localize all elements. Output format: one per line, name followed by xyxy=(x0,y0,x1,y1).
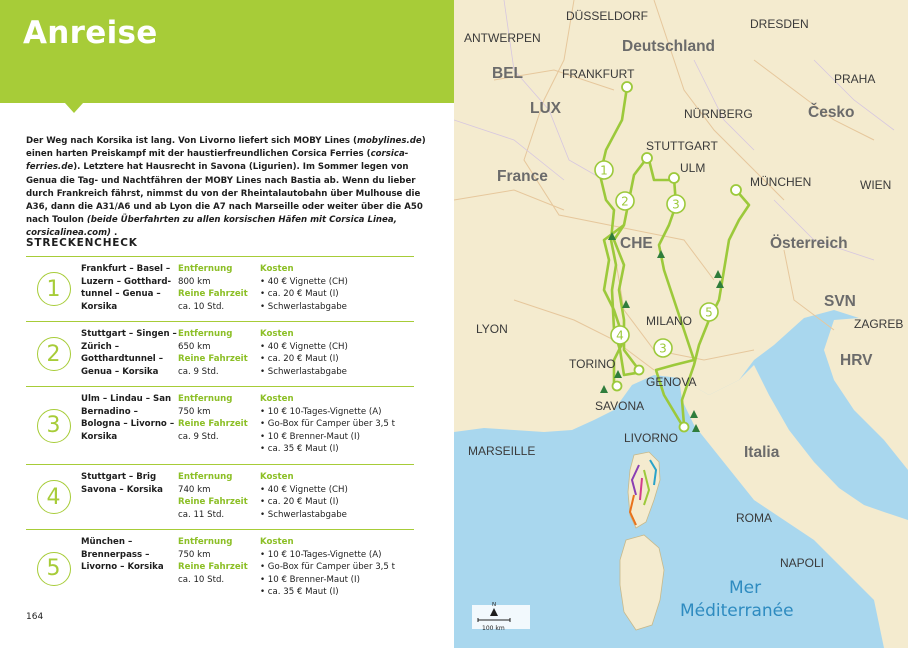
scale-bar xyxy=(472,602,530,632)
frankfurt-marker xyxy=(622,82,632,92)
route-costs: Kosten • 40 € Vignette (CH) • ca. 20 € Maut (I) • Schwerlastabgabe xyxy=(260,264,348,312)
route-number-badge: 2 xyxy=(37,337,71,371)
city-muenchen: MÜNCHEN xyxy=(750,175,812,189)
city-roma: ROMA xyxy=(736,511,772,525)
ulm-marker xyxy=(669,173,679,183)
city-zagreb: ZAGREB xyxy=(854,317,904,331)
route-stops: Frankfurt – Basel – Luzern – Gotthard-tunnel – Genua – Korsika xyxy=(81,264,172,312)
route-number-badge: 5 xyxy=(37,552,71,586)
stuttgart-marker xyxy=(642,153,652,163)
livorno-marker xyxy=(680,423,689,432)
country-italia: Italia xyxy=(744,444,780,461)
route-row xyxy=(26,386,414,464)
route-costs: Kosten • 40 € Vignette (CH) • ca. 20 € Maut (I) • Schwerlastabgabe xyxy=(260,329,348,377)
route-distance: Entfernung 740 km Reine Fahrzeit ca. 11 Std. xyxy=(178,472,248,520)
savona-marker xyxy=(613,382,622,391)
city-savona: SAVONA xyxy=(595,399,645,413)
route-stops: Stuttgart – Brig Savona – Korsika xyxy=(81,472,163,495)
route-stops: Ulm – Lindau – San Bernadino – Bologna – Livorno – Korsika xyxy=(81,394,175,442)
intro-text: Der Weg nach Korsika ist lang. Von Livorno liefert sich MOBY Lines (mobylines.de) einen harten Preiskampf mit der haustierfreundlichen Corsica Ferries (corsica-ferries.de). Letztere hat Hausrecht in Savona (Ligurien). Im Sommer legen von Genua die Tag- und Nachtfähren der MOBY Lines nach Bastia ab. Wenn du lieber durch Frankreich fährst, nimmst du von der Rheintalautobahn über Mulhouse die A36, dann die A31/A6 und ab Lyon die A7 nach Marseille oder weiter über die A50 nach Toulon (beide Überfahrten zu allen korsischen Häfen mit Corsica Linea, corsicalinea.com) . xyxy=(26,136,426,239)
city-livorno: LIVORNO xyxy=(624,431,679,445)
city-nuernberg: NÜRNBERG xyxy=(684,107,753,121)
genova-marker xyxy=(635,366,644,375)
city-genova: GENOVA xyxy=(646,375,697,389)
route-marker-4: 4 xyxy=(616,328,624,343)
route-costs: Kosten • 10 € 10-Tages-Vignette (A) • Go-Box für Camper über 3,5 t • 10 € Brenner-Maut (I) • ca. 35 € Maut (I) xyxy=(260,537,395,598)
route-distance: Entfernung 800 km Reine Fahrzeit ca. 10 Std. xyxy=(178,264,248,312)
route-stops: München – Brennerpass – Livorno – Korsika xyxy=(81,537,164,573)
city-stuttgart: STUTTGART xyxy=(646,139,718,153)
city-milano: MILANO xyxy=(646,314,693,328)
city-marseille: MARSEILLE xyxy=(468,444,536,458)
page-title: Anreise xyxy=(23,15,158,51)
city-duesseldorf: DÜSSELDORF xyxy=(566,9,649,23)
header-notch xyxy=(65,103,83,113)
city-antwerpen: ANTWERPEN xyxy=(464,31,541,45)
route-distance: Entfernung 750 km Reine Fahrzeit ca. 10 Std. xyxy=(178,537,248,585)
route-row xyxy=(26,529,414,607)
route-map xyxy=(454,0,908,648)
route-costs: Kosten • 40 € Vignette (CH) • ca. 20 € Maut (I) • Schwerlastabgabe xyxy=(260,472,348,520)
scale-label: 100 km xyxy=(482,625,505,632)
city-ulm: ULM xyxy=(680,161,706,175)
route-number-badge: 1 xyxy=(37,272,71,306)
country-svn: SVN xyxy=(824,293,856,310)
country-che: CHE xyxy=(620,235,653,252)
country-bel: BEL xyxy=(492,65,523,82)
country-lux: LUX xyxy=(530,100,561,117)
moby-link[interactable]: mobylines.de xyxy=(356,136,422,146)
route-marker-5: 5 xyxy=(705,305,713,320)
city-praha: PRAHA xyxy=(834,72,876,86)
route-marker-3: 3 xyxy=(672,197,680,212)
route-marker-1: 1 xyxy=(600,163,608,178)
city-dresden: DRESDEN xyxy=(750,17,809,31)
sea-label-line1: Mer xyxy=(729,578,762,598)
muenchen-marker xyxy=(731,185,741,195)
corsica-ferries-link[interactable]: corsica-ferries.de xyxy=(26,149,409,173)
country-oesterreich: Österreich xyxy=(770,235,848,252)
route-row xyxy=(26,464,414,529)
page-number: 164 xyxy=(26,612,44,622)
city-wien: WIEN xyxy=(860,178,892,192)
north-label: N xyxy=(491,602,497,608)
city-lyon: LYON xyxy=(476,322,508,336)
map-svg xyxy=(454,0,908,648)
city-torino: TORINO xyxy=(569,357,616,371)
sea-label-line2: Méditerranée xyxy=(680,601,794,621)
route-row xyxy=(26,321,414,386)
country-cesko: Česko xyxy=(808,104,855,121)
section-title: STRECKENCHECK xyxy=(26,237,138,249)
route-marker-2: 2 xyxy=(621,194,629,209)
route-stops: Stuttgart – Singen – Zürich – Gotthardtunnel – Genua – Korsika xyxy=(81,329,177,377)
city-frankfurt: FRANKFURT xyxy=(562,67,635,81)
route-number-badge: 3 xyxy=(37,409,71,443)
header-bar xyxy=(0,0,454,103)
country-deutschland: Deutschland xyxy=(622,38,716,55)
route-distance: Entfernung 650 km Reine Fahrzeit ca. 9 Std. xyxy=(178,329,248,377)
route-table xyxy=(26,256,414,607)
route-row xyxy=(26,256,414,321)
city-napoli: NAPOLI xyxy=(780,556,825,570)
country-france: France xyxy=(497,168,548,185)
route-distance: Entfernung 750 km Reine Fahrzeit ca. 9 Std. xyxy=(178,394,248,442)
route-costs: Kosten • 10 € 10-Tages-Vignette (A) • Go-Box für Camper über 3,5 t • 10 € Brenner-Maut (I) • ca. 35 € Maut (I) xyxy=(260,394,395,455)
route-marker-3b: 3 xyxy=(659,341,667,356)
country-hrv: HRV xyxy=(840,352,873,369)
route-number-badge: 4 xyxy=(37,480,71,514)
